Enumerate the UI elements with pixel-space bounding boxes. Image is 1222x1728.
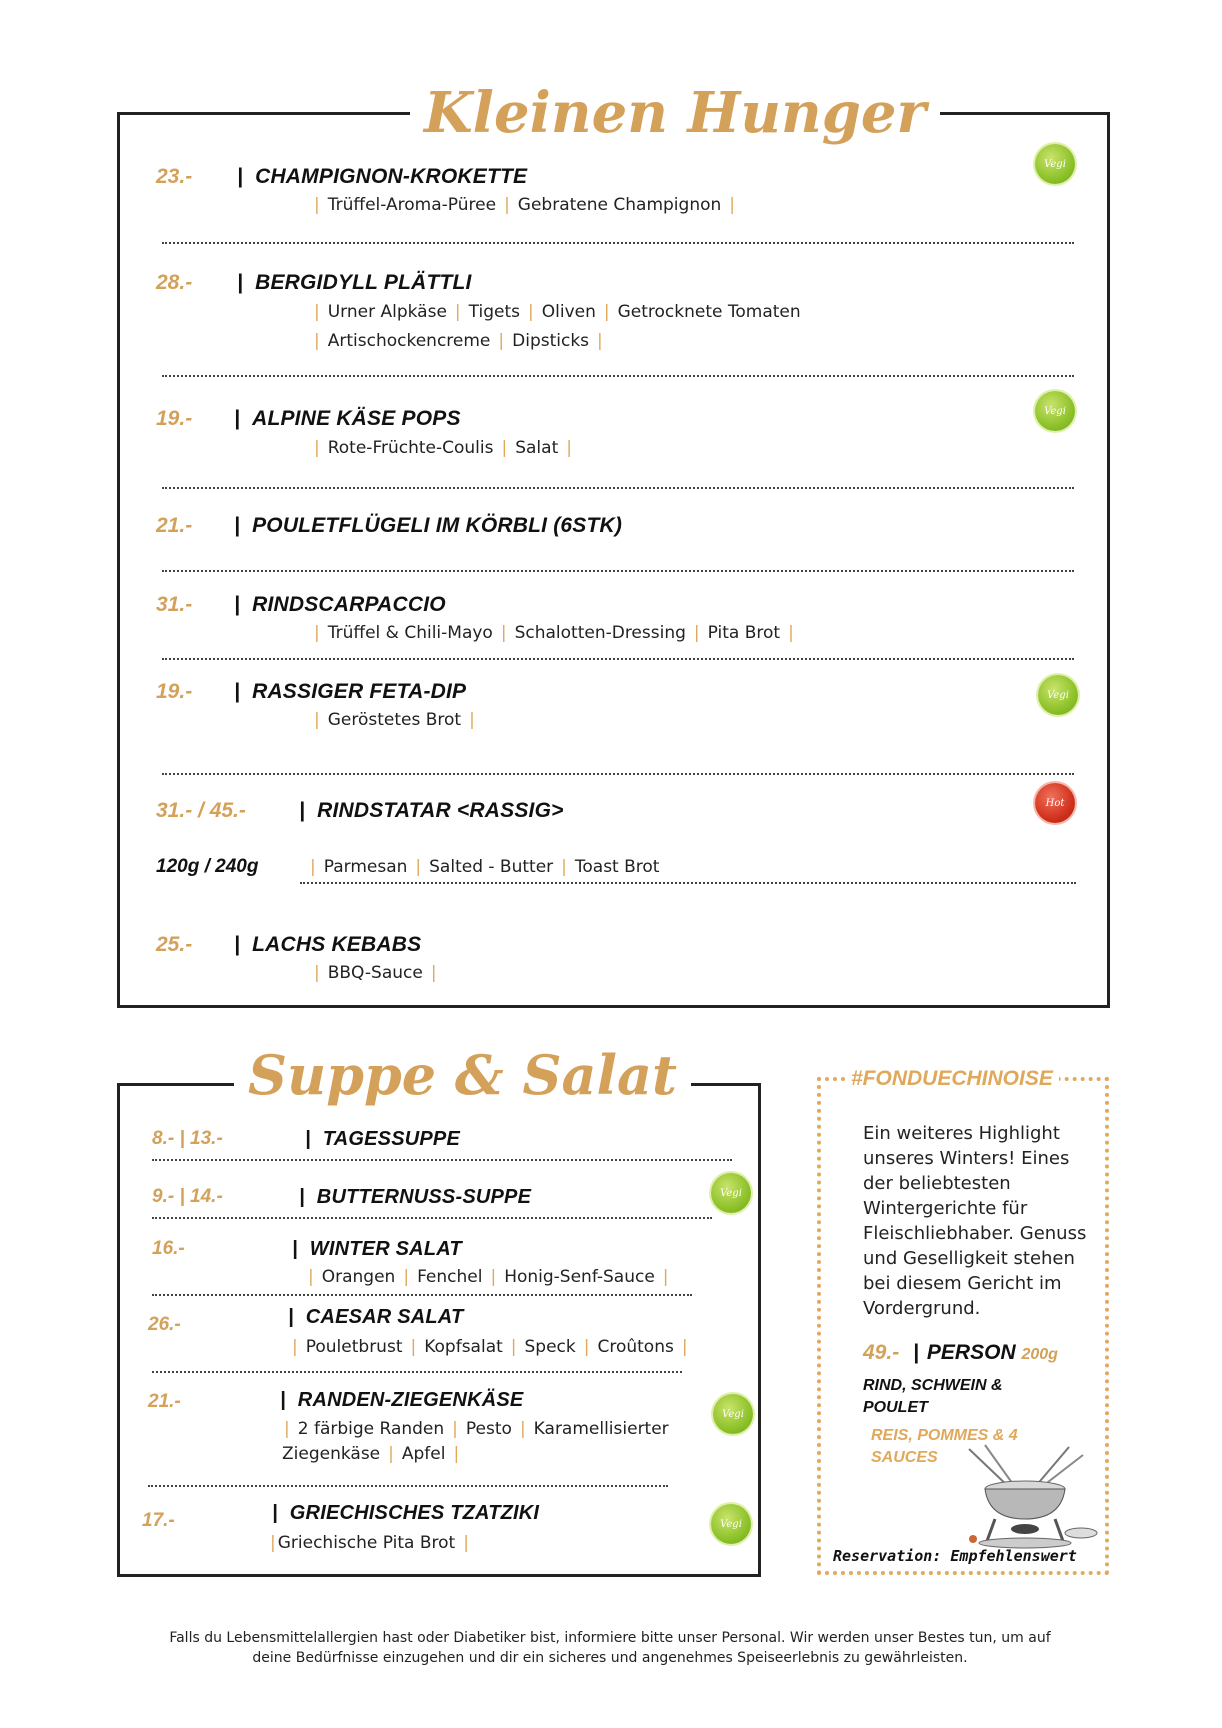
item-name: | BERGIDYLL PLÄTTLI [237,271,472,294]
divider [300,882,1076,884]
item-price: 9.- | 14.- [152,1186,223,1207]
item-name: | CHAMPIGNON-KROKETTE [237,165,528,188]
fondue-reservation: Reservation: Empfehlenswert [833,1547,1077,1565]
item-description: | 2 färbige Randen | Pesto | Karamellisierter [284,1419,669,1439]
item-name: | POULETFLÜGELI IM KÖRBLI (6STK) [234,514,623,537]
item-price: 21.- [148,1391,181,1412]
item-name: | ALPINE KÄSE POPS [234,407,461,430]
fondue-sides: REIS, POMMES & 4 SAUCES [871,1427,1018,1466]
item-name: | RASSIGER FETA-DIP [234,680,467,703]
vegi-badge-icon: Vegi [1038,675,1078,715]
item-description: | Orangen | Fenchel | Honig-Senf-Sauce | [308,1267,669,1287]
item-name: | WINTER SALAT [292,1238,462,1260]
divider [162,570,1074,572]
item-weight: 120g / 240g [156,856,259,877]
item-price: 31.- [156,593,193,616]
divider [162,375,1074,377]
divider [152,1217,712,1219]
item-description: | Trüffel & Chili-Mayo | Schalotten-Dressing | Pita Brot | [314,623,794,643]
item-price: 28.- [156,271,193,294]
vegi-badge-icon: Vegi [711,1504,751,1544]
item-price: 26.- [148,1314,181,1335]
item-name: | BUTTERNUSS-SUPPE [299,1186,532,1208]
divider [152,1159,732,1161]
divider [148,1485,668,1487]
allergy-notice-line: deine Bedürfnisse einzugehen und dir ein sicheres und angenehmes Speiseerlebnis zu gewährleisten. [252,1650,968,1666]
vegi-badge-icon: Vegi [1035,144,1075,184]
item-description: | Urner Alpkäse | Tigets | Oliven | Getrocknete Tomaten [314,302,801,322]
vegi-badge-icon: Vegi [711,1173,751,1213]
fondue-price: 49.- | PERSON 200g [863,1341,1058,1364]
item-description: | Artischockencreme | Dipsticks | [314,331,603,351]
item-description: | Pouletbrust | Kopfsalat | Speck | Croûtons | [292,1337,688,1357]
item-name: | RINDSTATAR <RASSIG> [299,799,564,822]
divider [162,242,1074,244]
item-name: | RANDEN-ZIEGENKÄSE [280,1389,524,1411]
divider [152,1294,692,1296]
kleinen-hunger-section [117,80,1110,1008]
kleinen-hunger-title: Kleinen Hunger [410,85,940,141]
divider [162,658,1074,660]
allergy-notice [110,1628,1110,1668]
item-name: | RINDSCARPACCIO [234,593,446,616]
item-description: | Rote-Früchte-Coulis | Salat | [314,438,572,458]
item-price: 16.- [152,1238,185,1259]
item-description: | BBQ-Sauce | [314,963,437,983]
divider [162,773,1074,775]
item-price: 23.- [156,165,193,188]
item-name: | CAESAR SALAT [288,1306,464,1328]
item-description: Ziegenkäse | Apfel | [282,1444,460,1464]
fondue-meat: RIND, SCHWEIN & POULET [863,1377,1003,1416]
item-price: 17.- [142,1510,175,1531]
suppe-salat-title: Suppe & Salat [234,1048,691,1102]
item-description: | Parmesan | Salted - Butter | Toast Brot [310,857,660,877]
item-price: 8.- | 13.- [152,1128,223,1149]
item-price: 31.- / 45.- [156,799,246,822]
item-price: 19.- [156,407,193,430]
suppe-salat-section [117,1043,761,1577]
vegi-badge-icon: Vegi [713,1394,753,1434]
item-description: | Geröstetes Brot | [314,710,475,730]
hot-badge-icon: Hot [1035,783,1075,823]
fondue-chinoise-box [817,1067,1109,1575]
item-name: | GRIECHISCHES TZATZIKI [272,1502,540,1524]
divider [162,487,1074,489]
item-price: 19.- [156,680,193,703]
allergy-notice-line: Falls du Lebensmittelallergien hast oder Diabetiker bist, informiere bitte unser Personal. Wir werden unser Bestes tun, um auf [169,1630,1051,1646]
fondue-title: #FONDUECHINOISE [845,1067,1059,1091]
divider [152,1371,682,1373]
vegi-badge-icon: Vegi [1035,391,1075,431]
item-description: | Trüffel-Aroma-Püree | Gebratene Champignon | [314,195,735,215]
item-name: | TAGESSUPPE [305,1128,461,1150]
fondue-pot-icon [949,1441,1099,1549]
item-price: 25.- [156,933,193,956]
item-name: | LACHS KEBABS [234,933,422,956]
item-description: | Griechische Pita Brot | [270,1533,469,1553]
item-price: 21.- [156,514,193,537]
fondue-description: Ein weiteres Highlight unseres Winters! Eines der beliebtesten Wintergerichte für Fleischliebhaber. Genuss und Geselligkeit stehen bei diesem Gericht im Vordergrund. [863,1123,1087,1319]
